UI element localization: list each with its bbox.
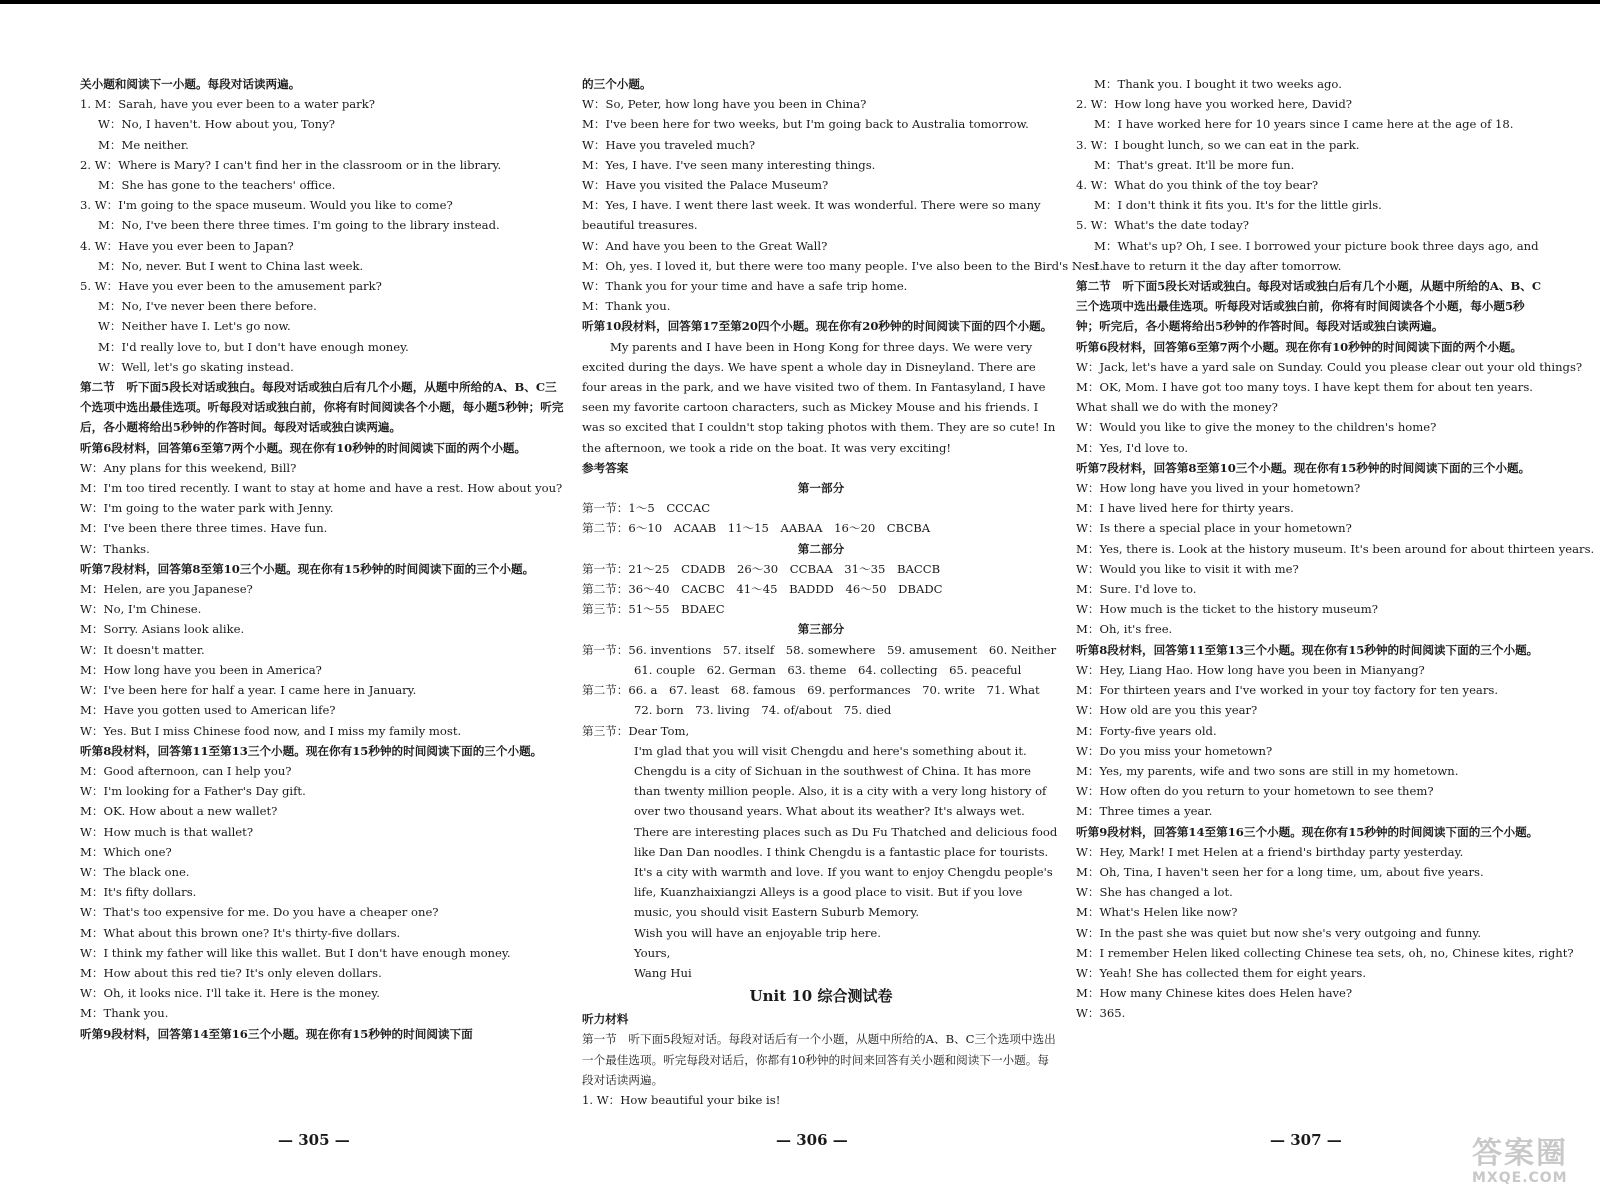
text-line: W：Oh, it looks nice. I'll take it. Here is the money. bbox=[80, 986, 380, 1001]
text-line: Yours, bbox=[634, 945, 671, 960]
text-line: M：Yes, my parents, wife and two sons are still in my hometown. bbox=[1076, 763, 1459, 778]
text-line: 听第8段材料，回答第11至第13三个小题。现在你有15秒钟的时间阅读下面的三个小题。 bbox=[1076, 642, 1539, 657]
text-line: M：Yes, I have. I went there last week. It was wonderful. There were so many beautiful treasures. bbox=[582, 198, 1041, 233]
text-line: W：Yes. But I miss Chinese food now, and I miss my family most. bbox=[80, 723, 462, 738]
text-line: My parents and I have been in Hong Kong for three days. We were very excited during the days. We have spent a whole day in Disneyland. There are four areas in the park, and we have visited two of them. In Fantasyland, I have seen my favorite cartoon characters, such as Mickey Mouse and his friends. I was so excited that I couldn't stop taking photos with them. They are so cute! In the afternoon, we took a ride on the boat. It was very exciting! bbox=[582, 339, 1056, 455]
text-line: M：I'm too tired recently. I want to stay at home and have a rest. How about you? bbox=[80, 481, 563, 496]
text-line: 第二部分 bbox=[797, 541, 845, 556]
text-line: 4. W：What do you think of the toy bear? bbox=[1076, 178, 1319, 193]
text-line: M：Have you gotten used to American life? bbox=[80, 703, 336, 718]
text-line: 第二节 听下面5段长对话或独白。每段对话或独白后有几个小题，从题中所给的A、B、C三个选项中选出最佳选项。听每段对话或独白前，你将有时间阅读各个小题，每小题5秒钟；听完后，各小题将给出5秒钟的作答时间。每段对话或独白读两遍。 bbox=[1076, 279, 1542, 334]
text-line: 1. W：How beautiful your bike is! bbox=[582, 1092, 781, 1107]
text-line: 第三节：Dear Tom, bbox=[582, 723, 690, 738]
text-line: M：It's fifty dollars. bbox=[80, 885, 197, 900]
text-line: Wang Hui bbox=[634, 965, 692, 980]
text-line: 第一节：56. inventions 57. itself 58. somewhere 59. amusement 60. Neither bbox=[582, 642, 1057, 657]
text-line: 第一节 听下面5段短对话。每段对话后有一个小题，从题中所给的A、B、C三个选项中选出一个最佳选项。听完每段对话后，你都有10秒钟的时间来回答有关小题和阅读下一小题。每段对话读两遍。 bbox=[582, 1032, 1056, 1087]
text-line: W：Thanks. bbox=[80, 541, 150, 556]
text-line: W：No, I'm Chinese. bbox=[80, 602, 202, 617]
text-line: M：Yes, I have. I've seen many interesting things. bbox=[582, 157, 876, 172]
text-line: M：Thank you. bbox=[582, 299, 671, 314]
text-line: 听第8段材料，回答第11至第13三个小题。现在你有15秒钟的时间阅读下面的三个小题。 bbox=[80, 743, 543, 758]
text-line: M：I have lived here for thirty years. bbox=[1076, 501, 1294, 516]
text-line: 72. born 73. living 74. of/about 75. died bbox=[634, 703, 892, 718]
text-line: M：How long have you been in America? bbox=[80, 662, 322, 677]
text-line: M：What about this brown one? It's thirty-five dollars. bbox=[80, 925, 401, 940]
text-line: W：Have you traveled much? bbox=[582, 137, 756, 152]
text-line: M：For thirteen years and I've worked in your toy factory for ten years. bbox=[1076, 683, 1499, 698]
text-line: 听第7段材料，回答第8至第10三个小题。现在你有15秒钟的时间阅读下面的三个小题。 bbox=[80, 561, 535, 576]
text-line: 第二节：36～40 CACBC 41～45 BADDD 46～50 DBADC bbox=[582, 582, 943, 597]
text-line: 5. W：Have you ever been to the amusement park? bbox=[80, 279, 382, 294]
text-line: W：Hey, Liang Hao. How long have you been in Mianyang? bbox=[1076, 662, 1425, 677]
text-line: M：I'd really love to, but I don't have enough money. bbox=[98, 339, 409, 354]
text-line: M：I've been here for two weeks, but I'm going back to Australia tomorrow. bbox=[582, 117, 1029, 132]
text-line: M：Oh, Tina, I haven't seen her for a long time, um, about five years. bbox=[1076, 864, 1484, 879]
page-number-305: — 305 — bbox=[278, 1131, 350, 1149]
text-line: W：I'm looking for a Father's Day gift. bbox=[80, 784, 306, 799]
watermark-cn: 答案圈 bbox=[1472, 1136, 1568, 1171]
text-line: M：Oh, yes. I loved it, but there were too many people. I've also been to the Bird's Nest. bbox=[582, 258, 1104, 273]
text-line: M：Me neither. bbox=[98, 137, 189, 152]
text-line: M：OK. How about a new wallet? bbox=[80, 804, 278, 819]
text-line: W：Yeah! She has collected them for eight years. bbox=[1076, 965, 1367, 980]
text-line: 第二节：66. a 67. least 68. famous 69. performances 70. write 71. What bbox=[582, 683, 1040, 698]
text-line: M：What's Helen like now? bbox=[1076, 905, 1238, 920]
text-line: 2. W：How long have you worked here, David? bbox=[1076, 97, 1353, 112]
text-line: W：How much is the ticket to the history museum? bbox=[1076, 602, 1378, 617]
text-line: M：Which one? bbox=[80, 844, 172, 859]
text-line: 第二节 听下面5段长对话或独白。每段对话或独白后有几个小题，从题中所给的A、B、C三个选项中选出最佳选项。听每段对话或独白前，你将有时间阅读各个小题，每小题5秒钟；听完后，各小题将给出5秒钟的作答时间。每段对话或独白读两遍。 bbox=[80, 380, 564, 435]
text-line: M：Yes, there is. Look at the history museum. It's been around for about thirteen years. bbox=[1076, 541, 1595, 556]
text-line: 第三节：51～55 BDAEC bbox=[582, 602, 725, 617]
text-line: M：Thank you. bbox=[80, 1006, 169, 1021]
text-line: 听第10段材料，回答第17至第20四个小题。现在你有20秒钟的时间阅读下面的四个小题。 bbox=[582, 319, 1053, 334]
text-line: I'm glad that you will visit Chengdu and here's something about it. bbox=[634, 743, 1027, 758]
text-line: W：It doesn't matter. bbox=[80, 642, 205, 657]
text-line: 3. W：I bought lunch, so we can eat in the park. bbox=[1076, 137, 1360, 152]
text-line: M：No, I've been there three times. I'm going to the library instead. bbox=[98, 218, 500, 233]
text-line: M：Forty-five years old. bbox=[1076, 723, 1217, 738]
text-line: 4. W：Have you ever been to Japan? bbox=[80, 238, 294, 253]
text-line: M：I have worked here for 10 years since I came here at the age of 18. bbox=[1094, 117, 1514, 132]
text-line: M：Good afternoon, can I help you? bbox=[80, 763, 292, 778]
page-number-307: — 307 — bbox=[1270, 1131, 1342, 1149]
text-line: M：How many Chinese kites does Helen have? bbox=[1076, 986, 1353, 1001]
text-line: W：The black one. bbox=[80, 864, 190, 879]
text-line: 听第6段材料，回答第6至第7两个小题。现在你有10秒钟的时间阅读下面的两个小题。 bbox=[1076, 339, 1523, 354]
page-307-column bbox=[1076, 74, 1595, 1024]
text-line: Unit 10 综合测试卷 bbox=[749, 987, 893, 1006]
text-line: M：Helen, are you Japanese? bbox=[80, 582, 253, 597]
text-line: 5. W：What's the date today? bbox=[1076, 218, 1249, 233]
page-number-306: — 306 — bbox=[776, 1131, 848, 1149]
top-border bbox=[0, 0, 1600, 4]
text-line: W：Well, let's go skating instead. bbox=[98, 359, 294, 374]
text-line: M：Thank you. I bought it two weeks ago. bbox=[1094, 77, 1342, 91]
page-305-column bbox=[80, 74, 566, 1044]
text-line: M：Oh, it's free. bbox=[1076, 622, 1173, 637]
watermark-en: MXQE.COM bbox=[1472, 1170, 1568, 1186]
text-line: 听第6段材料，回答第6至第7两个小题。现在你有10秒钟的时间阅读下面的两个小题。 bbox=[80, 440, 527, 455]
text-line: W：How often do you return to your hometown to see them? bbox=[1076, 784, 1434, 799]
text-line: M：Sorry. Asians look alike. bbox=[80, 622, 245, 637]
text-line: W：In the past she was quiet but now she's very outgoing and funny. bbox=[1076, 925, 1482, 940]
text-line: M：OK, Mom. I have got too many toys. I have kept them for about ten years. What shall we do with the money? bbox=[1076, 380, 1533, 415]
text-line: M：I remember Helen liked collecting Chinese tea sets, oh, no, Chinese kites, right? bbox=[1076, 945, 1574, 960]
text-line: W：Would you like to give the money to the children's home? bbox=[1076, 420, 1437, 435]
text-line: 听力材料 bbox=[582, 1012, 629, 1027]
text-line: 2. W：Where is Mary? I can't find her in the classroom or in the library. bbox=[80, 157, 502, 172]
text-line: M：What's up? Oh, I see. I borrowed your picture book three days ago, and I have to return it the day after tomorrow. bbox=[1094, 238, 1539, 273]
text-line: 参考答案 bbox=[582, 460, 629, 475]
text-line: W：I'm going to the water park with Jenny. bbox=[80, 501, 334, 516]
text-line: M：How about this red tie? It's only eleven dollars. bbox=[80, 965, 382, 980]
text-line: M：I don't think it fits you. It's for the little girls. bbox=[1094, 198, 1382, 213]
text-line: 1. M：Sarah, have you ever been to a water park? bbox=[80, 97, 375, 112]
text-line: 关小题和阅读下一小题。每段对话读两遍。 bbox=[80, 77, 301, 91]
text-line: 听第9段材料，回答第14至第16三个小题。现在你有15秒钟的时间阅读下面的三个小题。 bbox=[1076, 824, 1539, 839]
text-line: 第一节：21～25 CDADB 26～30 CCBAA 31～35 BACCB bbox=[582, 561, 941, 576]
text-line: W：Thank you for your time and have a safe trip home. bbox=[582, 279, 908, 294]
text-line: M：No, never. But I went to China last week. bbox=[98, 258, 364, 273]
text-line: W：Neither have I. Let's go now. bbox=[98, 319, 291, 334]
text-line: W：I've been here for half a year. I came here in January. bbox=[80, 683, 417, 698]
text-line: W：Hey, Mark! I met Helen at a friend's birthday party yesterday. bbox=[1076, 844, 1464, 859]
text-line: W：She has changed a lot. bbox=[1076, 885, 1233, 900]
text-line: W：How long have you lived in your hometown? bbox=[1076, 481, 1361, 496]
text-line: 第一节：1～5 CCCAC bbox=[582, 501, 711, 516]
text-line: Wish you will have an enjoyable trip here. bbox=[634, 925, 881, 940]
text-line: M：That's great. It'll be more fun. bbox=[1094, 157, 1295, 172]
text-line: W：Is there a special place in your hometown? bbox=[1076, 521, 1352, 536]
text-line: M：Three times a year. bbox=[1076, 804, 1213, 819]
text-line: 听第9段材料，回答第14至第16三个小题。现在你有15秒钟的时间阅读下面 bbox=[80, 1026, 473, 1041]
text-line: Chengdu is a city of Sichuan in the southwest of China. It has more than twenty million people. Also, it is a city with a very long history of over two thousand years. What about its weather? It's always wet. There are interesting places such as Du Fu Thatched and delicious food like Dan Dan noodles. I think Chengdu is a fantastic place for tourists. It's a city with warmth and love. If you want to enjoy Chengdu people's life, Kuanzhaixiangzi Alleys is a good place to visit. But if you love music, you should visit Eastern Suburb Memory. bbox=[634, 763, 1058, 920]
text-line: 的三个小题。 bbox=[582, 77, 652, 91]
text-line: W：Would you like to visit it with me? bbox=[1076, 561, 1299, 576]
text-line: W：No, I haven't. How about you, Tony? bbox=[98, 117, 335, 132]
text-line: 第一部分 bbox=[797, 481, 845, 496]
text-line: 听第7段材料，回答第8至第10三个小题。现在你有15秒钟的时间阅读下面的三个小题。 bbox=[1076, 460, 1531, 475]
text-line: W：365. bbox=[1076, 1006, 1126, 1021]
text-line: M：I've been there three times. Have fun. bbox=[80, 521, 328, 536]
text-line: W：Do you miss your hometown? bbox=[1076, 743, 1273, 758]
text-line: M：Sure. I'd love to. bbox=[1076, 582, 1197, 597]
text-line: W：Have you visited the Palace Museum? bbox=[582, 178, 829, 193]
text-line: W：So, Peter, how long have you been in China? bbox=[582, 97, 867, 112]
text-line: W：Jack, let's have a yard sale on Sunday. Could you please clear out your old things? bbox=[1076, 359, 1583, 374]
text-line: W：That's too expensive for me. Do you have a cheaper one? bbox=[80, 905, 439, 920]
text-line: W：How much is that wallet? bbox=[80, 824, 254, 839]
text-line: M：She has gone to the teachers' office. bbox=[98, 178, 336, 193]
text-line: W：Any plans for this weekend, Bill? bbox=[80, 460, 297, 475]
text-line: 第三部分 bbox=[797, 622, 845, 637]
text-line: W：I think my father will like this wallet. But I don't have enough money. bbox=[80, 945, 511, 960]
text-line: W：And have you been to the Great Wall? bbox=[582, 238, 828, 253]
text-line: M：Yes, I'd love to. bbox=[1076, 440, 1189, 455]
text-line: 第二节：6～10 ACAAB 11～15 AABAA 16～20 CBCBA bbox=[582, 521, 931, 536]
text-line: W：How old are you this year? bbox=[1076, 703, 1258, 718]
text-line: 3. W：I'm going to the space museum. Would you like to come? bbox=[80, 198, 453, 213]
text-line: 61. couple 62. German 63. theme 64. collecting 65. peaceful bbox=[634, 662, 1022, 677]
text-line: M：No, I've never been there before. bbox=[98, 299, 317, 314]
watermark-logo bbox=[1472, 1128, 1592, 1190]
